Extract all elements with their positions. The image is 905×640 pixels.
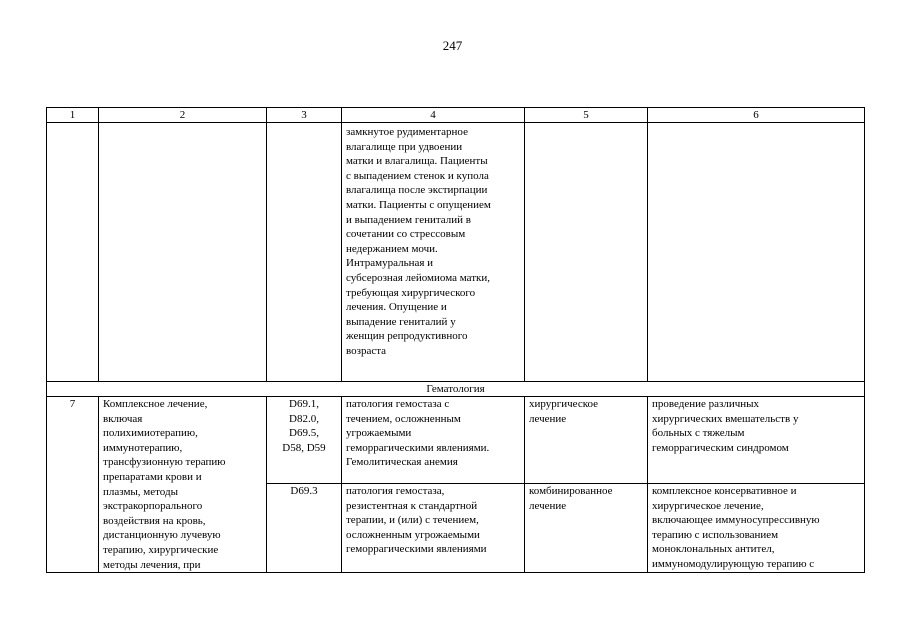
treatment-type-cell: хирургическое лечение xyxy=(525,397,648,484)
empty-cell xyxy=(47,123,99,382)
column-number: 5 xyxy=(525,108,648,123)
treatment-method-cell: комплексное консервативное и хирургическое лечение, включающее иммуносупрессивную терапию с использованием моноклональных антител, иммуномодулирующую терапию с xyxy=(648,484,865,573)
patient-model-cell: замкнутое рудиментарное влагалище при удвоении матки и влагалища. Пациенты с выпадением стенок и купола влагалища после экстирпации матки. Пациенты с опущением и выпадением гениталий в сочетании со стрессовым недержанием мочи. Интрамуральная и субсерозная лейомиома матки, требующая хирургического лечения. Опущение и выпадение гениталий у женщин репродуктивного возраста xyxy=(342,123,525,382)
method-cell: Комплексное лечение, включая полихимиотерапию, иммунотерапию, трансфузионную терапию препаратами крови и плазмы, методы экстракорпорального воздействия на кровь, дистанционную лучевую терапию, хирургические методы лечения, при xyxy=(99,397,267,573)
patient-model-cell: патология гемостаза, резистентная к стандартной терапии, и (или) с течением, осложненным угрожаемыми геморрагическими явлениями xyxy=(342,484,525,573)
patient-model-cell: патология гемостаза с течением, осложненным угрожаемыми геморрагическими явлениями. Гемолитическая анемия xyxy=(342,397,525,484)
continuation-row xyxy=(47,123,865,382)
empty-cell xyxy=(648,123,865,382)
icd-codes-cell: D69.3 xyxy=(267,484,342,573)
icd-codes-cell: D69.1, D82.0, D69.5, D58, D59 xyxy=(267,397,342,484)
column-number: 3 xyxy=(267,108,342,123)
treatment-type-cell: комбинированное лечение xyxy=(525,484,648,573)
section-title: Гематология xyxy=(47,382,865,397)
medical-care-table xyxy=(46,107,865,573)
empty-cell xyxy=(525,123,648,382)
table-row xyxy=(47,397,865,484)
column-number: 4 xyxy=(342,108,525,123)
column-number: 2 xyxy=(99,108,267,123)
empty-cell xyxy=(267,123,342,382)
empty-cell xyxy=(99,123,267,382)
row-number: 7 xyxy=(47,397,99,573)
treatment-method-cell: проведение различных хирургических вмешательств у больных с тяжелым геморрагическим синдромом xyxy=(648,397,865,484)
column-number: 6 xyxy=(648,108,865,123)
section-row xyxy=(47,382,865,397)
column-number: 1 xyxy=(47,108,99,123)
page-number: 247 xyxy=(442,38,463,53)
column-number-row xyxy=(47,108,865,123)
